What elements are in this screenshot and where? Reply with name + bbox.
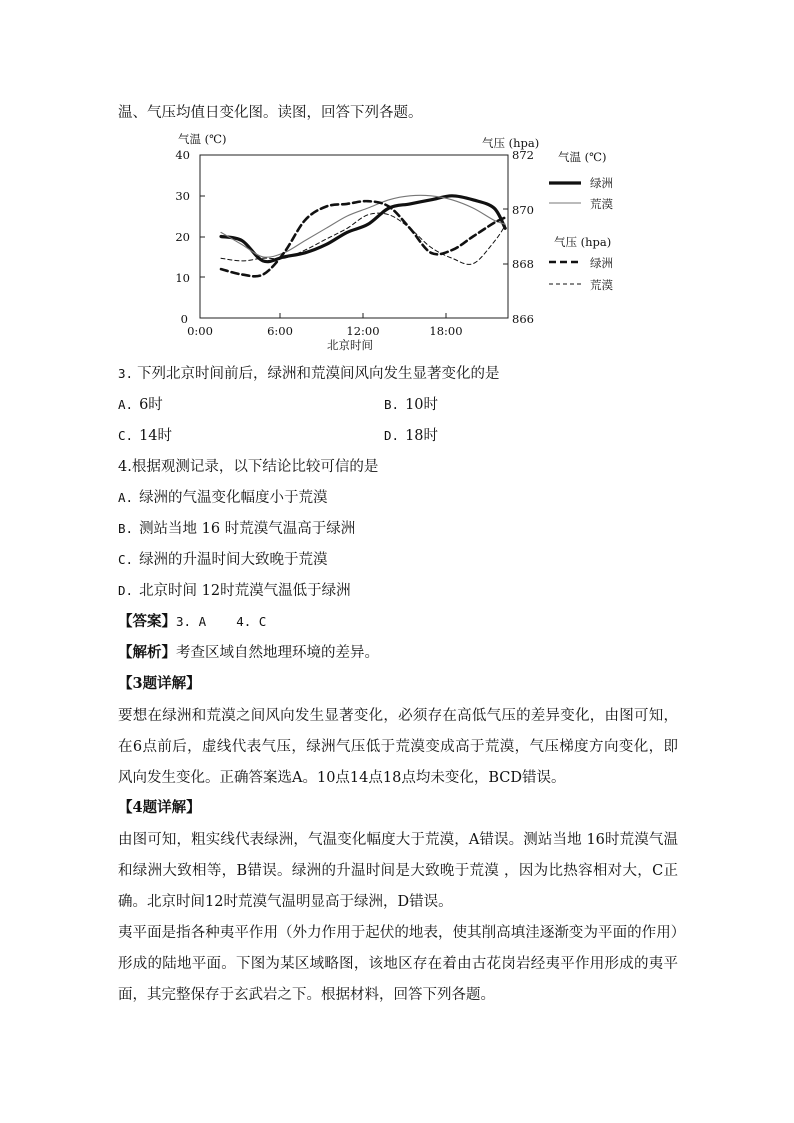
q4-option-d[interactable]: [118, 581, 351, 601]
right-tick-label: 866: [512, 312, 534, 326]
question-4-number: 4.: [118, 459, 132, 475]
right-axis-title: 气压 (hpa): [482, 136, 540, 150]
option-key: D.: [118, 583, 134, 598]
q4-option-a[interactable]: [118, 488, 328, 508]
analysis-line: [118, 643, 678, 663]
q3-option-a[interactable]: [118, 395, 163, 415]
series-layer: [221, 195, 505, 276]
option-text: 6时: [139, 397, 163, 413]
q3-option-c[interactable]: [118, 426, 172, 446]
x-tick-label: 0:00: [187, 324, 213, 338]
legend-pressure-title: 气压 (hpa): [554, 235, 612, 249]
analysis-label: 【解析】: [118, 644, 176, 661]
option-text: 绿洲的气温变化幅度小于荒漠: [139, 490, 328, 506]
x-tick-label: 12:00: [346, 324, 380, 338]
option-key: A.: [118, 397, 134, 412]
q3-option-d[interactable]: [384, 426, 438, 446]
option-text: 18时: [405, 428, 439, 444]
option-text: 14时: [139, 428, 173, 444]
plot-frame: [200, 155, 508, 318]
left-tick-labels: [175, 148, 190, 326]
q3-option-b[interactable]: [384, 395, 438, 415]
right-tick-label: 868: [512, 257, 534, 271]
answer-label: 【答案】: [118, 613, 176, 630]
x-axis-title: 北京时间: [327, 338, 373, 352]
option-key: B.: [384, 397, 400, 412]
left-axis-title: 气温 (℃): [178, 132, 227, 146]
left-tick-label: 10: [175, 271, 190, 285]
right-tick-labels: [512, 148, 534, 326]
legend-oasis-pressure-label: 绿洲: [590, 256, 613, 270]
legend-desert-pressure-label: 荒漠: [590, 278, 613, 292]
question-3-number: 3.: [118, 366, 134, 381]
right-tick-label: 872: [512, 148, 534, 162]
legend-desert-temp-label: 荒漠: [590, 197, 613, 211]
option-text: 测站当地 16 时荒漠气温高于绿洲: [139, 521, 356, 537]
intro-text: 温、气压均值日变化图。读图，回答下列各题。: [118, 105, 423, 121]
answer-line: [118, 612, 678, 632]
option-key: C.: [118, 428, 134, 443]
x-tick-marks: [280, 313, 446, 318]
question-3: [118, 364, 678, 384]
option-key: A.: [118, 490, 134, 505]
question-3-text: 下列北京时间前后，绿洲和荒漠间风向发生显著变化的是: [137, 366, 500, 382]
answer-value: 3. A 4. C: [176, 614, 267, 629]
left-tick-label: 20: [175, 230, 190, 244]
option-text: 北京时间 12时荒漠气温低于绿洲: [139, 583, 351, 599]
series-line-temperature-oasis: [221, 196, 505, 262]
left-tick-label: 40: [175, 148, 190, 162]
question-4: [118, 457, 678, 477]
detail-3-heading: 【3题详解】: [118, 675, 201, 692]
option-key: B.: [118, 521, 134, 536]
question-4-text: 根据观测记录，以下结论比较可信的是: [131, 459, 379, 475]
option-text: 绿洲的升温时间大致晚于荒漠: [139, 552, 328, 568]
option-key: D.: [384, 428, 400, 443]
x-tick-labels: [187, 324, 462, 338]
x-tick-label: 18:00: [429, 324, 463, 338]
next-question-intro: 夷平面是指各种夷平作用（外力作用于起伏的地表，使其削高填洼逐渐变为平面的作用）形成的陆地平面。下图为某区域略图，该地区存在着由古花岗岩经夷平作用形成的夷平面，其完整保存于玄武岩之下。根据材料，回答下列各题。: [118, 925, 678, 1003]
option-text: 10时: [405, 397, 439, 413]
legend-oasis-temp-label: 绿洲: [590, 176, 613, 190]
q4-option-c[interactable]: [118, 550, 328, 570]
chart-legend: [549, 150, 613, 292]
detail-4-text: 由图可知，粗实线代表绿洲，气温变化幅度大于荒漠，A错误。测站当地 16时荒漠气温和绿洲大致相等，B错误。绿洲的升温时间是大致晚于荒漠 ，因为比热容相对大，C正确。北京时间12时荒漠气温明显高于绿洲，D错误。: [118, 832, 678, 910]
x-tick-label: 6:00: [267, 324, 293, 338]
analysis-text: 考查区域自然地理环境的差异。: [176, 645, 379, 661]
right-tick-label: 870: [512, 203, 534, 217]
detail-4-heading: 【4题详解】: [118, 799, 201, 816]
option-key: C.: [118, 552, 134, 567]
left-tick-marks: [200, 196, 205, 277]
temperature-pressure-chart: [160, 128, 640, 358]
legend-temp-title: 气温 (℃): [558, 150, 607, 164]
detail-3-text: 要想在绿洲和荒漠之间风向发生显著变化，必须存在高低气压的差异变化，由图可知，在6点前后，虚线代表气压，绿洲气压低于荒漠变成高于荒漠，气压梯度方向变化，即风向发生变化。正确答案选A。10点14点18点均未变化，BCD错误。: [118, 708, 678, 786]
series-line-pressure-oasis: [221, 201, 505, 276]
left-tick-label: 0: [180, 312, 188, 326]
q4-option-b[interactable]: [118, 519, 355, 539]
left-tick-label: 30: [175, 189, 190, 203]
